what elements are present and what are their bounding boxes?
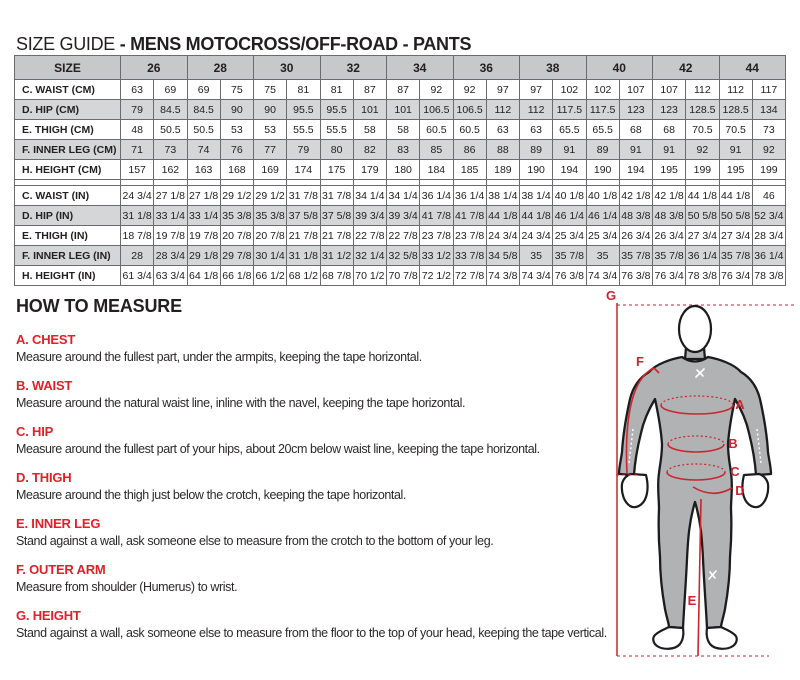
measurement-figure <box>597 287 797 675</box>
measure-item-label: B. WAIST <box>16 378 73 393</box>
size-cell: 83 <box>387 140 420 160</box>
size-cell: 70 1/2 <box>353 266 386 286</box>
size-cell: 60.5 <box>453 120 486 140</box>
size-cell: 78 3/8 <box>686 266 719 286</box>
table-row <box>15 100 786 120</box>
size-cell: 42 1/8 <box>653 186 686 206</box>
size-cell: 50 5/8 <box>686 206 719 226</box>
row-label: C. WAIST (IN) <box>15 186 121 206</box>
row-label: H. HEIGHT (IN) <box>15 266 121 286</box>
size-cell: 65.5 <box>553 120 586 140</box>
table-row <box>15 160 786 180</box>
size-table <box>14 55 786 286</box>
size-cell: 60.5 <box>420 120 453 140</box>
size-cell: 92 <box>453 80 486 100</box>
size-cell: 35 <box>520 246 553 266</box>
size-cell: 63 <box>520 120 553 140</box>
size-cell: 44 1/8 <box>520 206 553 226</box>
size-cell: 79 <box>287 140 320 160</box>
size-cell: 35 <box>586 246 619 266</box>
measure-item-label: F. OUTER ARM <box>16 562 106 577</box>
size-cell: 168 <box>220 160 253 180</box>
table-row <box>15 226 786 246</box>
size-header: 32 <box>320 56 387 80</box>
size-cell: 70.5 <box>686 120 719 140</box>
size-cell: 112 <box>486 100 519 120</box>
size-cell: 36 1/4 <box>453 186 486 206</box>
measurement-figure-svg <box>597 287 797 675</box>
size-cell: 195 <box>653 160 686 180</box>
row-label: F. INNER LEG (CM) <box>15 140 121 160</box>
size-cell: 24 3/4 <box>121 186 154 206</box>
size-cell: 179 <box>353 160 386 180</box>
size-cell: 76 3/8 <box>553 266 586 286</box>
size-cell: 35 7/8 <box>619 246 652 266</box>
size-cell: 107 <box>653 80 686 100</box>
size-cell: 112 <box>686 80 719 100</box>
figure-label-b: B <box>728 436 738 451</box>
size-cell: 85 <box>420 140 453 160</box>
size-cell: 34 1/4 <box>353 186 386 206</box>
size-header: 36 <box>453 56 520 80</box>
size-cell: 68 1/2 <box>287 266 320 286</box>
table-row <box>15 266 786 286</box>
size-cell: 55.5 <box>320 120 353 140</box>
size-cell: 194 <box>553 160 586 180</box>
measure-item-description: Measure from shoulder (Humerus) to wrist. <box>16 580 238 594</box>
measure-item <box>16 378 608 411</box>
size-cell: 80 <box>320 140 353 160</box>
size-cell: 74 <box>187 140 220 160</box>
size-cell: 73 <box>154 140 187 160</box>
size-cell: 58 <box>353 120 386 140</box>
size-cell: 76 3/4 <box>653 266 686 286</box>
size-cell: 35 3/8 <box>220 206 253 226</box>
size-cell: 88 <box>486 140 519 160</box>
mannequin-right-hand <box>743 474 769 507</box>
how-to-measure-section <box>16 296 608 654</box>
size-cell: 190 <box>520 160 553 180</box>
size-cell: 70.5 <box>719 120 752 140</box>
size-cell: 26 3/4 <box>653 226 686 246</box>
mannequin-left-foot <box>653 627 683 649</box>
size-cell: 28 3/4 <box>154 246 187 266</box>
size-cell: 38 1/4 <box>520 186 553 206</box>
measure-item-label: G. HEIGHT <box>16 608 81 623</box>
measure-item <box>16 424 608 457</box>
page-title <box>16 34 471 55</box>
size-cell: 84.5 <box>154 100 187 120</box>
size-header: 42 <box>653 56 720 80</box>
size-cell: 37 5/8 <box>320 206 353 226</box>
size-cell: 61 3/4 <box>121 266 154 286</box>
size-cell: 34 1/4 <box>387 186 420 206</box>
size-cell: 48 <box>121 120 154 140</box>
size-cell: 29 1/2 <box>220 186 253 206</box>
table-row <box>15 80 786 100</box>
size-cell: 190 <box>586 160 619 180</box>
size-cell: 46 1/4 <box>586 206 619 226</box>
size-corner-header: SIZE <box>15 56 121 80</box>
size-cell: 90 <box>254 100 287 120</box>
size-cell: 189 <box>486 160 519 180</box>
size-cell: 77 <box>254 140 287 160</box>
size-cell: 44 1/8 <box>686 186 719 206</box>
size-cell: 75 <box>254 80 287 100</box>
size-cell: 21 7/8 <box>287 226 320 246</box>
size-cell: 117 <box>752 80 785 100</box>
size-cell: 32 1/4 <box>353 246 386 266</box>
size-cell: 128.5 <box>686 100 719 120</box>
measure-item-description: Measure around the fullest part of your hips, about 20cm below waist line, keeping the tape horizontal. <box>16 442 540 456</box>
mannequin-left-hand <box>622 474 648 507</box>
size-cell: 31 7/8 <box>287 186 320 206</box>
how-to-measure-heading: HOW TO MEASURE <box>16 296 182 316</box>
size-cell: 66 1/8 <box>220 266 253 286</box>
size-cell: 33 1/4 <box>154 206 187 226</box>
figure-label-a: A <box>735 397 745 412</box>
size-cell: 101 <box>353 100 386 120</box>
mannequin-head <box>679 306 711 352</box>
size-cell: 23 7/8 <box>420 226 453 246</box>
size-cell: 163 <box>187 160 220 180</box>
size-cell: 106.5 <box>420 100 453 120</box>
size-cell: 78 3/8 <box>752 266 785 286</box>
size-cell: 89 <box>520 140 553 160</box>
size-cell: 41 7/8 <box>420 206 453 226</box>
size-cell: 31 1/8 <box>287 246 320 266</box>
size-cell: 35 7/8 <box>653 246 686 266</box>
size-cell: 91 <box>553 140 586 160</box>
size-cell: 84.5 <box>187 100 220 120</box>
measure-item <box>16 470 608 503</box>
size-cell: 39 3/4 <box>353 206 386 226</box>
size-cell: 74 3/4 <box>520 266 553 286</box>
size-cell: 97 <box>486 80 519 100</box>
row-label: D. HIP (CM) <box>15 100 121 120</box>
size-cell: 75 <box>220 80 253 100</box>
measure-item-description: Measure around the natural waist line, inline with the navel, keeping the tape horizontal. <box>16 396 466 410</box>
measure-item-description: Measure around the fullest part, under the armpits, keeping the tape horizontal. <box>16 350 422 364</box>
page-title-main: - MENS MOTOCROSS/OFF-ROAD - PANTS <box>119 34 472 55</box>
size-cell: 102 <box>553 80 586 100</box>
size-cell: 31 1/2 <box>320 246 353 266</box>
size-header: 34 <box>387 56 454 80</box>
size-cell: 95.5 <box>320 100 353 120</box>
size-cell: 87 <box>387 80 420 100</box>
size-cell: 27 1/8 <box>154 186 187 206</box>
size-cell: 74 3/8 <box>486 266 519 286</box>
size-cell: 199 <box>752 160 785 180</box>
size-cell: 34 5/8 <box>486 246 519 266</box>
row-label: E. THIGH (CM) <box>15 120 121 140</box>
size-cell: 25 3/4 <box>553 226 586 246</box>
size-cell: 30 1/4 <box>254 246 287 266</box>
size-cell: 91 <box>653 140 686 160</box>
size-cell: 90 <box>220 100 253 120</box>
size-cell: 92 <box>420 80 453 100</box>
size-cell: 194 <box>619 160 652 180</box>
size-cell: 28 3/4 <box>752 226 785 246</box>
row-label: D. HIP (IN) <box>15 206 121 226</box>
size-cell: 33 1/4 <box>187 206 220 226</box>
size-cell: 68 7/8 <box>320 266 353 286</box>
size-cell: 69 <box>187 80 220 100</box>
size-cell: 169 <box>254 160 287 180</box>
size-cell: 86 <box>453 140 486 160</box>
size-cell: 33 1/2 <box>420 246 453 266</box>
size-cell: 174 <box>287 160 320 180</box>
size-cell: 50.5 <box>187 120 220 140</box>
size-header: 44 <box>719 56 786 80</box>
figure-label-e: E <box>687 593 697 608</box>
size-cell: 112 <box>719 80 752 100</box>
size-cell: 40 1/8 <box>553 186 586 206</box>
size-cell: 27 3/4 <box>686 226 719 246</box>
size-cell: 195 <box>719 160 752 180</box>
size-cell: 76 3/4 <box>719 266 752 286</box>
size-cell: 74 3/4 <box>586 266 619 286</box>
size-cell: 29 7/8 <box>220 246 253 266</box>
size-cell: 24 3/4 <box>486 226 519 246</box>
size-cell: 31 7/8 <box>320 186 353 206</box>
size-cell: 185 <box>453 160 486 180</box>
size-cell: 19 7/8 <box>154 226 187 246</box>
page-title-prefix: SIZE GUIDE <box>16 34 120 55</box>
size-cell: 18 7/8 <box>121 226 154 246</box>
size-cell: 123 <box>619 100 652 120</box>
size-cell: 37 5/8 <box>287 206 320 226</box>
size-cell: 68 <box>619 120 652 140</box>
size-cell: 41 7/8 <box>453 206 486 226</box>
size-cell: 123 <box>653 100 686 120</box>
size-cell: 89 <box>586 140 619 160</box>
size-cell: 69 <box>154 80 187 100</box>
size-cell: 184 <box>420 160 453 180</box>
size-cell: 36 1/4 <box>752 246 785 266</box>
size-cell: 55.5 <box>287 120 320 140</box>
measure-item-description: Measure around the thigh just below the crotch, keeping the tape horizontal. <box>16 488 407 502</box>
size-cell: 66 1/2 <box>254 266 287 286</box>
size-cell: 180 <box>387 160 420 180</box>
size-cell: 28 <box>121 246 154 266</box>
size-cell: 175 <box>320 160 353 180</box>
size-cell: 128.5 <box>719 100 752 120</box>
row-label: C. WAIST (CM) <box>15 80 121 100</box>
size-cell: 52 3/4 <box>752 206 785 226</box>
measure-item-label: A. CHEST <box>16 332 76 347</box>
size-cell: 36 1/4 <box>420 186 453 206</box>
size-cell: 76 <box>220 140 253 160</box>
size-cell: 112 <box>520 100 553 120</box>
table-row <box>15 246 786 266</box>
size-cell: 27 3/4 <box>719 226 752 246</box>
size-cell: 44 1/8 <box>486 206 519 226</box>
size-cell: 23 7/8 <box>453 226 486 246</box>
size-cell: 22 7/8 <box>353 226 386 246</box>
size-cell: 81 <box>320 80 353 100</box>
size-cell: 42 1/8 <box>619 186 652 206</box>
size-cell: 31 1/8 <box>121 206 154 226</box>
size-cell: 24 3/4 <box>520 226 553 246</box>
size-cell: 35 3/8 <box>254 206 287 226</box>
size-cell: 46 <box>752 186 785 206</box>
size-cell: 64 1/8 <box>187 266 220 286</box>
figure-label-d: D <box>735 483 745 498</box>
size-cell: 101 <box>387 100 420 120</box>
size-cell: 73 <box>752 120 785 140</box>
size-cell: 97 <box>520 80 553 100</box>
size-cell: 20 7/8 <box>220 226 253 246</box>
size-header: 38 <box>520 56 587 80</box>
size-cell: 48 3/8 <box>619 206 652 226</box>
size-cell: 58 <box>387 120 420 140</box>
size-cell: 82 <box>353 140 386 160</box>
size-cell: 134 <box>752 100 785 120</box>
size-header: 28 <box>187 56 254 80</box>
size-cell: 20 7/8 <box>254 226 287 246</box>
size-cell: 32 5/8 <box>387 246 420 266</box>
row-label: H. HEIGHT (CM) <box>15 160 121 180</box>
size-cell: 199 <box>686 160 719 180</box>
size-cell: 27 1/8 <box>187 186 220 206</box>
size-cell: 39 3/4 <box>387 206 420 226</box>
size-cell: 76 3/8 <box>619 266 652 286</box>
measure-item <box>16 608 608 641</box>
row-label: E. THIGH (IN) <box>15 226 121 246</box>
size-cell: 81 <box>287 80 320 100</box>
size-cell: 50 5/8 <box>719 206 752 226</box>
size-cell: 95.5 <box>287 100 320 120</box>
size-cell: 92 <box>686 140 719 160</box>
size-cell: 117.5 <box>553 100 586 120</box>
size-cell: 25 3/4 <box>586 226 619 246</box>
size-cell: 29 1/2 <box>254 186 287 206</box>
size-cell: 22 7/8 <box>387 226 420 246</box>
size-cell: 44 1/8 <box>719 186 752 206</box>
size-cell: 29 1/8 <box>187 246 220 266</box>
size-cell: 92 <box>752 140 785 160</box>
size-cell: 70 7/8 <box>387 266 420 286</box>
size-cell: 19 7/8 <box>187 226 220 246</box>
size-cell: 63 3/4 <box>154 266 187 286</box>
table-row <box>15 140 786 160</box>
size-cell: 48 3/8 <box>653 206 686 226</box>
mannequin-right-foot <box>707 627 737 649</box>
measure-item-description: Stand against a wall, ask someone else to measure from the crotch to the bottom of your leg. <box>16 534 494 548</box>
size-cell: 102 <box>586 80 619 100</box>
size-cell: 40 1/8 <box>586 186 619 206</box>
size-cell: 91 <box>719 140 752 160</box>
table-row <box>15 206 786 226</box>
size-cell: 117.5 <box>586 100 619 120</box>
size-cell: 26 3/4 <box>619 226 652 246</box>
measure-item-description: Stand against a wall, ask someone else to measure from the floor to the top of your head, keeping the tape vertical. <box>16 626 607 640</box>
size-cell: 46 1/4 <box>553 206 586 226</box>
size-cell: 87 <box>353 80 386 100</box>
size-cell: 50.5 <box>154 120 187 140</box>
size-cell: 63 <box>121 80 154 100</box>
size-cell: 21 7/8 <box>320 226 353 246</box>
measure-items <box>16 332 608 641</box>
size-cell: 72 1/2 <box>420 266 453 286</box>
size-cell: 79 <box>121 100 154 120</box>
measure-item-label: E. INNER LEG <box>16 516 101 531</box>
size-cell: 63 <box>486 120 519 140</box>
size-cell: 107 <box>619 80 652 100</box>
size-cell: 68 <box>653 120 686 140</box>
size-cell: 72 7/8 <box>453 266 486 286</box>
size-cell: 35 7/8 <box>719 246 752 266</box>
size-cell: 91 <box>619 140 652 160</box>
row-label: F. INNER LEG (IN) <box>15 246 121 266</box>
size-header: 26 <box>121 56 188 80</box>
measure-item-label: D. THIGH <box>16 470 72 485</box>
size-cell: 36 1/4 <box>686 246 719 266</box>
size-cell: 35 7/8 <box>553 246 586 266</box>
figure-label-f: F <box>636 354 644 369</box>
table-row <box>15 186 786 206</box>
figure-label-g: G <box>605 288 617 303</box>
size-cell: 162 <box>154 160 187 180</box>
measure-item <box>16 562 608 595</box>
size-cell: 157 <box>121 160 154 180</box>
measure-item <box>16 332 608 365</box>
size-cell: 33 7/8 <box>453 246 486 266</box>
size-header: 30 <box>254 56 321 80</box>
size-cell: 71 <box>121 140 154 160</box>
size-cell: 65.5 <box>586 120 619 140</box>
measure-item-label: C. HIP <box>16 424 54 439</box>
size-cell: 53 <box>220 120 253 140</box>
size-cell: 38 1/4 <box>486 186 519 206</box>
measure-item <box>16 516 608 549</box>
size-cell: 53 <box>254 120 287 140</box>
figure-label-c: C <box>730 464 740 479</box>
table-row <box>15 120 786 140</box>
size-header: 40 <box>586 56 653 80</box>
size-cell: 106.5 <box>453 100 486 120</box>
